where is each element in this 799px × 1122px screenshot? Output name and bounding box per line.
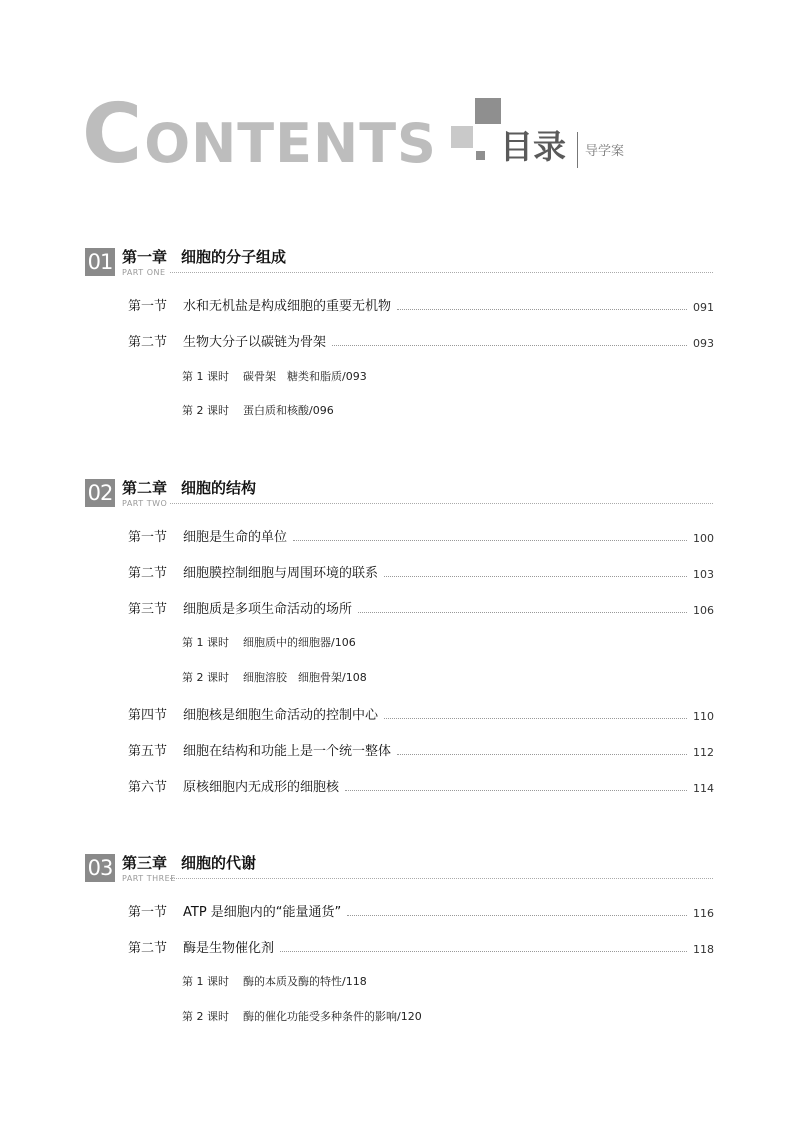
- toc-entry[interactable]: [128, 938, 714, 956]
- toc-entry[interactable]: [128, 599, 714, 617]
- section-label: 第一节: [128, 299, 168, 314]
- lesson-label: 第 1 课时: [182, 636, 229, 649]
- toc-entry[interactable]: [128, 296, 714, 314]
- lesson-entry[interactable]: [182, 974, 367, 990]
- chapter-name: 细胞的代谢: [181, 854, 257, 872]
- leader-dots: [332, 345, 687, 346]
- chapter-title: [122, 246, 286, 267]
- lesson-label: 第 1 课时: [182, 975, 229, 988]
- section-title: 细胞在结构和功能上是一个统一整体: [183, 744, 392, 759]
- contents-title-initial: C: [82, 87, 144, 182]
- leader-dots: [345, 790, 687, 791]
- contents-title-rest: ONTENTS: [144, 112, 437, 175]
- section-title: 细胞核是细胞生命活动的控制中心: [183, 708, 379, 723]
- chapter-part: PART TWO: [122, 499, 168, 508]
- section-label: 第二节: [128, 566, 168, 581]
- chapter-name: 细胞的分子组成: [181, 248, 287, 266]
- section-label: 第五节: [128, 744, 168, 759]
- page-number: 106: [693, 604, 714, 617]
- section-title: 细胞质是多项生命活动的场所: [183, 602, 353, 617]
- chapter-part: PART ONE: [122, 268, 166, 277]
- title-subtitle: 导学案: [585, 144, 625, 159]
- lesson-title: 细胞质中的细胞器/106: [243, 636, 356, 649]
- leader-dots: [347, 915, 687, 916]
- toc-entry[interactable]: [128, 902, 714, 920]
- lesson-title: 碳骨架 糖类和脂质/093: [243, 370, 367, 383]
- chapter-number: 01: [85, 248, 115, 276]
- toc-entry[interactable]: [128, 527, 714, 545]
- section-title: 细胞是生命的单位: [183, 530, 288, 545]
- chapter-divider: [170, 272, 713, 273]
- chapter-label: 第三章: [122, 854, 168, 872]
- section-label: 第一节: [128, 530, 168, 545]
- decor-square-light: [451, 126, 473, 148]
- page-number: 114: [693, 782, 714, 795]
- lesson-label: 第 2 课时: [182, 404, 229, 417]
- section-label: 第二节: [128, 335, 168, 350]
- section-title: 原核细胞内无成形的细胞核: [183, 780, 340, 795]
- leader-dots: [397, 309, 687, 310]
- lesson-title: 细胞溶胶 细胞骨架/108: [243, 671, 367, 684]
- chapter-number: 02: [85, 479, 115, 507]
- chapter-title: [122, 477, 256, 498]
- toc-entry[interactable]: [128, 705, 714, 723]
- lesson-entry[interactable]: [182, 403, 334, 419]
- lesson-entry[interactable]: [182, 369, 367, 385]
- section-label: 第二节: [128, 941, 168, 956]
- chapter-part: PART THREE: [122, 874, 176, 883]
- title-divider: [577, 132, 578, 168]
- leader-dots: [384, 576, 687, 577]
- chapter-divider: [170, 878, 713, 879]
- chapter-name: 细胞的结构: [181, 479, 257, 497]
- page-number: 100: [693, 532, 714, 545]
- lesson-title: 酶的催化功能受多种条件的影响/120: [243, 1010, 422, 1023]
- section-title: 生物大分子以碳链为骨架: [183, 335, 327, 350]
- page-number: 093: [693, 337, 714, 350]
- leader-dots: [293, 540, 687, 541]
- section-label: 第四节: [128, 708, 168, 723]
- page-number: 112: [693, 746, 714, 759]
- page-number: 118: [693, 943, 714, 956]
- title-chinese: 目录: [500, 127, 566, 166]
- chapter-label: 第二章: [122, 479, 168, 497]
- decor-square-small: [476, 151, 485, 160]
- lesson-label: 第 1 课时: [182, 370, 229, 383]
- section-label: 第三节: [128, 602, 168, 617]
- leader-dots: [358, 612, 687, 613]
- section-title: ATP 是细胞内的“能量通货”: [183, 905, 342, 920]
- lesson-title: 酶的本质及酶的特性/118: [243, 975, 367, 988]
- page-number: 103: [693, 568, 714, 581]
- leader-dots: [280, 951, 687, 952]
- leader-dots: [397, 754, 687, 755]
- lesson-entry[interactable]: [182, 635, 356, 651]
- section-label: 第六节: [128, 780, 168, 795]
- lesson-label: 第 2 课时: [182, 671, 229, 684]
- chapter-label: 第一章: [122, 248, 168, 266]
- lesson-label: 第 2 课时: [182, 1010, 229, 1023]
- decor-square-large: [475, 98, 501, 124]
- toc-entry[interactable]: [128, 777, 714, 795]
- section-label: 第一节: [128, 905, 168, 920]
- section-title: 水和无机盐是构成细胞的重要无机物: [183, 299, 392, 314]
- chapter-divider: [170, 503, 713, 504]
- chapter-title: [122, 852, 256, 873]
- chapter-number: 03: [85, 854, 115, 882]
- toc-entry[interactable]: [128, 563, 714, 581]
- toc-entry[interactable]: [128, 741, 714, 759]
- lesson-entry[interactable]: [182, 1009, 422, 1025]
- lesson-title: 蛋白质和核酸/096: [243, 404, 334, 417]
- lesson-entry[interactable]: [182, 670, 367, 686]
- page-number: 110: [693, 710, 714, 723]
- section-title: 细胞膜控制细胞与周围环境的联系: [183, 566, 379, 581]
- leader-dots: [384, 718, 687, 719]
- toc-entry[interactable]: [128, 332, 714, 350]
- section-title: 酶是生物催化剂: [183, 941, 275, 956]
- page-number: 091: [693, 301, 714, 314]
- contents-title: [82, 87, 437, 184]
- page-number: 116: [693, 907, 714, 920]
